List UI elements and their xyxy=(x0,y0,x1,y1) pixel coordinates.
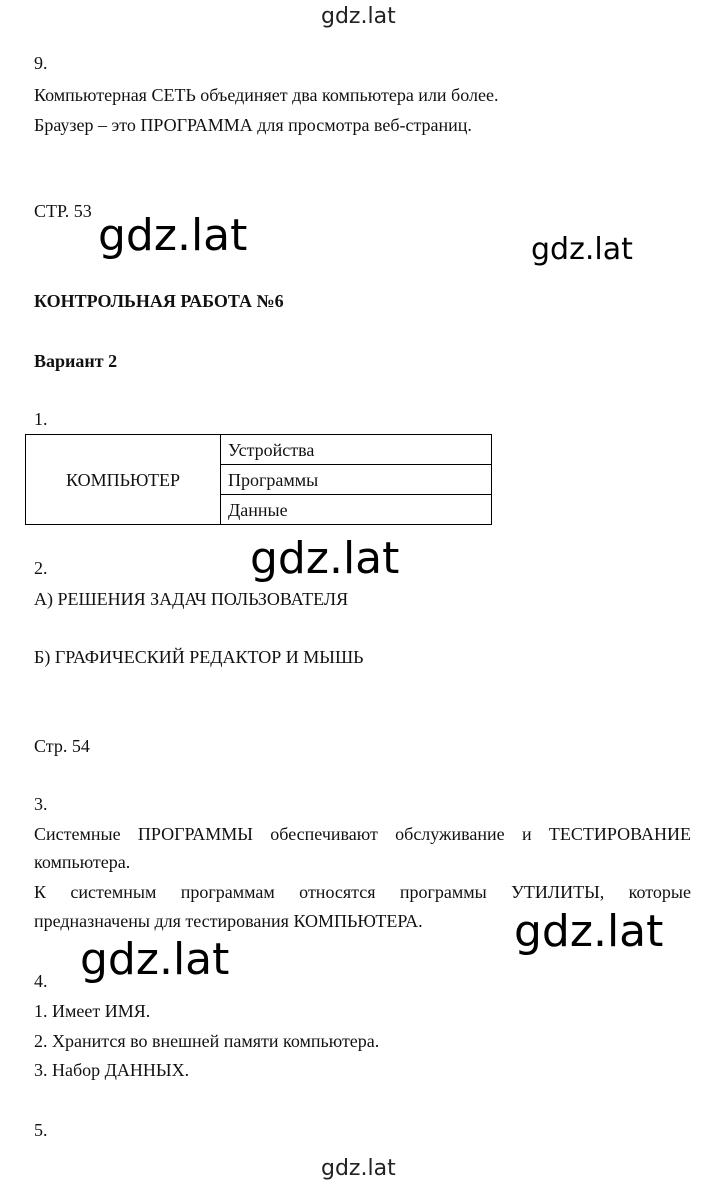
page-reference-53: СТР. 53 xyxy=(34,201,92,221)
question-4-item-3: 3. Набор ДАННЫХ. xyxy=(34,1060,190,1080)
watermark-large-3: gdz.lat xyxy=(514,906,664,957)
question-3-line-1: Системные ПРОГРАММЫ обеспечивают обслуживание и ТЕСТИРОВАНИЕ xyxy=(34,824,691,844)
watermark-large-1: gdz.lat xyxy=(98,210,248,261)
table-cell-devices: Устройства xyxy=(221,435,492,465)
question-2-number: 2. xyxy=(34,558,48,578)
question-2-answer-a: А) РЕШЕНИЯ ЗАДАЧ ПОЛЬЗОВАТЕЛЯ xyxy=(34,589,349,609)
watermark-top: gdz.lat xyxy=(321,4,396,29)
watermark-right-1: gdz.lat xyxy=(531,232,633,267)
watermark-large-2: gdz.lat xyxy=(250,533,400,584)
question-5-number: 5. xyxy=(34,1120,48,1140)
question-4-number: 4. xyxy=(34,971,48,991)
computer-components-table xyxy=(25,434,492,525)
question-3-line-3: К системным программам относятся программы УТИЛИТЫ, которые xyxy=(34,882,691,902)
question-9-line-1: Компьютерная СЕТЬ объединяет два компьютера или более. xyxy=(34,85,499,105)
variant-label: Вариант 2 xyxy=(34,351,118,371)
question-9-line-2: Браузер – это ПРОГРАММА для просмотра веб-страниц. xyxy=(34,115,472,135)
question-9-number: 9. xyxy=(34,53,48,73)
question-3-line-2: компьютера. xyxy=(34,852,131,872)
question-3-line-4: предназначены для тестирования КОМПЬЮТЕРА. xyxy=(34,911,423,931)
page-reference-54: Стр. 54 xyxy=(34,736,90,756)
table-cell-data: Данные xyxy=(221,495,492,525)
table-cell-computer: КОМПЬЮТЕР xyxy=(26,435,221,525)
question-3-number: 3. xyxy=(34,794,48,814)
test-heading: КОНТРОЛЬНАЯ РАБОТА №6 xyxy=(34,291,284,311)
question-1-number: 1. xyxy=(34,409,48,429)
watermark-bottom: gdz.lat xyxy=(321,1156,396,1181)
question-2-answer-b: Б) ГРАФИЧЕСКИЙ РЕДАКТОР И МЫШЬ xyxy=(34,647,364,667)
table-cell-programs: Программы xyxy=(221,465,492,495)
watermark-large-4: gdz.lat xyxy=(80,934,230,985)
question-4-item-2: 2. Хранится во внешней памяти компьютера. xyxy=(34,1031,380,1051)
question-4-item-1: 1. Имеет ИМЯ. xyxy=(34,1001,151,1021)
